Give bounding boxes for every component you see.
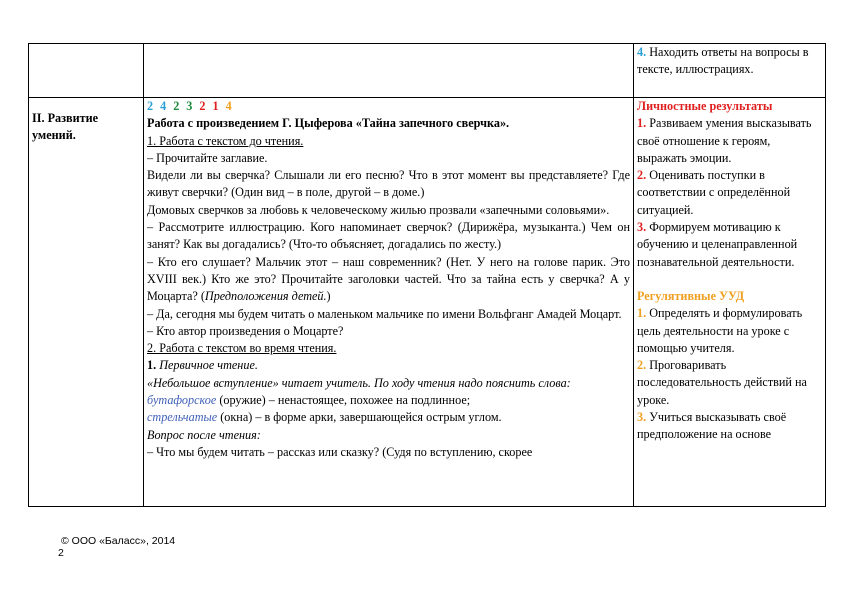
personal-results-heading: Личностные результаты (637, 99, 773, 113)
results-cell (634, 44, 826, 98)
colored-digits (147, 98, 630, 115)
regulative-list (637, 305, 822, 443)
result-text: Развиваем умения высказывать своё отношение к героям, выражать эмоции. (637, 116, 812, 165)
paragraph: – Рассмотрите иллюстрацию. Кого напоминает сверчок? (Дирижёра, музыканта.) Чем он занят? Как вы догадались? (Что-то объясняет, догадались по жесту.) (147, 220, 630, 252)
text-run: Первичное чтение. (159, 358, 258, 373)
regulative-heading: Регулятивные УУД (637, 288, 745, 303)
result-item (637, 219, 822, 271)
result-text: Формируем мотивацию к обучению и целенаправленной познавательной деятельности. (637, 220, 798, 269)
item-number: 3. (637, 410, 647, 425)
paragraph: – Да, сегодня мы будем читать о маленьком мальчике по имени Вольфганг Амадей Моцарт. (147, 306, 622, 321)
text-run: – Кто его слушает? Мальчик этот – наш современник? (Нет. У него на голове парик. Это XVIII век.) Кто же это? Прочитайте заголовки частей. Что за тайна есть у сверчка? А у Моцарта? ( (147, 254, 630, 304)
result-item (637, 305, 822, 357)
term-definition: (оружие) – ненастоящее, похожее на подлинное; (216, 393, 471, 408)
part1-title: 1. Работа с текстом до чтения. (147, 133, 304, 148)
colored-digit: 2 (147, 99, 154, 113)
copyright-footer: © ООО «Баласс», 2014 (61, 535, 176, 547)
content-cell (144, 98, 634, 507)
result-item (637, 115, 822, 167)
paragraph (147, 392, 630, 409)
colored-digit: 1 (212, 99, 219, 113)
paragraph (147, 254, 630, 306)
paragraph (147, 409, 630, 426)
item-number: 1. (147, 358, 157, 373)
item-number: 2. (637, 168, 647, 183)
colored-digit: 4 (225, 99, 232, 113)
text-run: Предположения детей. (204, 289, 327, 304)
term-definition: (окна) – в форме арки, завершающейся острым углом. (217, 410, 502, 425)
text-run: ) (326, 289, 331, 304)
colored-digit: 2 (199, 99, 206, 113)
paragraph: – Что мы будем читать – рассказ или сказку? (Судя по вступлению, скорее (147, 444, 533, 459)
colored-digit: 2 (173, 99, 180, 113)
result-item (637, 167, 822, 219)
paragraph: Домовых сверчков за любовь к человеческому жилью прозвали «запечными соловьями». (147, 202, 610, 217)
paragraph: – Кто автор произведения о Моцарте? (147, 323, 344, 338)
part2-title: 2. Работа с текстом во время чтения. (147, 341, 337, 356)
paragraph (147, 357, 630, 374)
result-item (637, 409, 822, 444)
term: бутафорское (147, 393, 217, 408)
item-number: 3. (637, 220, 647, 235)
result-text: Проговаривать последовательность действий на уроке. (637, 358, 807, 407)
item-number: 4. (637, 45, 647, 59)
paragraph: «Небольшое вступление» читает учитель. По ходу чтения надо пояснить слова: (147, 375, 571, 390)
stage-cell (29, 44, 144, 98)
item-number: 2. (637, 358, 647, 373)
table-row (29, 98, 826, 507)
result-text: Определять и формулировать цель деятельности на уроке с помощью учителя. (637, 306, 803, 355)
result-item (637, 357, 822, 409)
item-number: 1. (637, 116, 647, 131)
term: стрельчатые (147, 410, 218, 425)
paragraph: Вопрос после чтения: (147, 427, 261, 442)
item-number: 1. (637, 306, 647, 321)
results-cell (634, 98, 826, 507)
stage-cell (29, 98, 144, 507)
work-title: Работа с произведением Г. Цыферова «Тайна запечного сверчка». (147, 116, 510, 131)
page-number: 2 (58, 547, 64, 559)
table-row (29, 44, 826, 98)
colored-digit: 4 (160, 99, 167, 113)
result-text: Оценивать поступки в соответствии с определённой ситуацией. (637, 168, 791, 217)
stage-title: II. Развитие умений. (32, 111, 99, 143)
lesson-plan-table (28, 43, 826, 507)
paragraph: Видели ли вы сверчка? Слышали ли его песню? Что в этот момент вы представляете? Где живут сверчки? (Один вид – в поле, другой – в доме.) (147, 168, 630, 200)
result-text: Находить ответы на вопросы в тексте, иллюстрациях. (637, 45, 809, 77)
result-text: Учиться высказывать своё предположение на основе (637, 410, 787, 442)
content-cell (144, 44, 634, 98)
personal-results-list (637, 115, 822, 271)
colored-digit: 3 (186, 99, 193, 113)
paragraph: – Прочитайте заглавие. (147, 150, 268, 165)
